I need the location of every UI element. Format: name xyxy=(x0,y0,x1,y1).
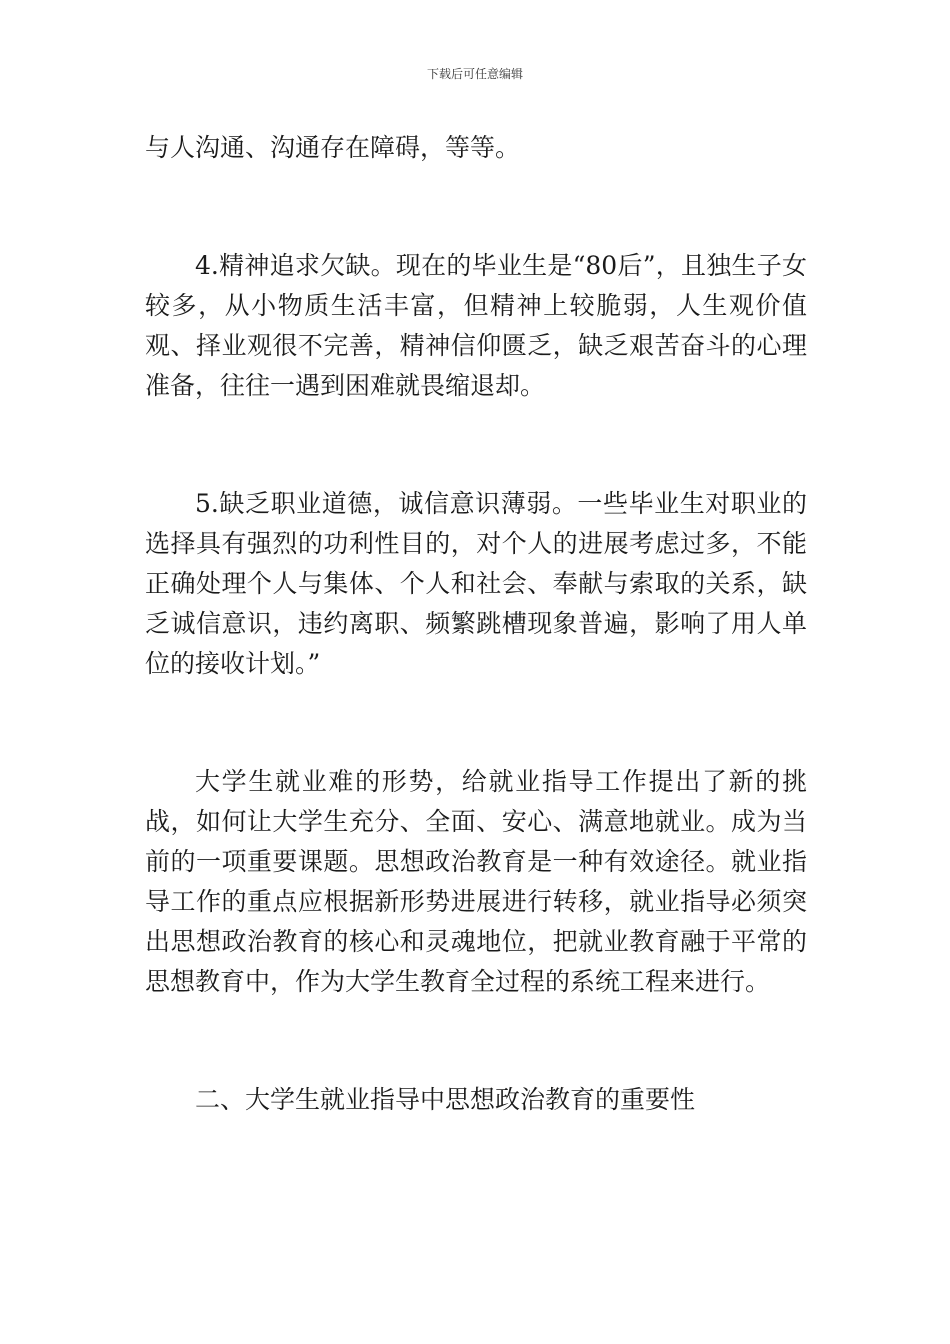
page-header-note: 下载后可任意编辑 xyxy=(426,67,523,81)
paragraph-continuation: 与人沟通、沟通存在障碍，等等。 xyxy=(145,133,521,162)
paragraph-summary: 大学生就业难的形势，给就业指导工作提出了新的挑战，如何让大学生充分、全面、安心、满意地就业。成为当前的一项重要课题。思想政治教育是一种有效途径。就业指导工作的重点应根据新形势进展进行转移，就业指导必须突出思想政治教育的核心和灵魂地位，把就业教育融于平常的思想教育中，作为大学生教育全过程的系统工程来进行。 xyxy=(145,767,807,996)
paragraph-item-5: 5.缺乏职业道德，诚信意识薄弱。一些毕业生对职业的选择具有强烈的功利性目的，对个人的进展考虑过多，不能正确处理个人与集体、个人和社会、奉献与索取的关系，缺乏诚信意识，违约离职、频繁跳槽现象普遍，影响了用人单位的接收计划。” xyxy=(145,489,807,678)
section-heading: 二、大学生就业指导中思想政治教育的重要性 xyxy=(195,1085,696,1114)
paragraph-item-4: 4.精神追求欠缺。现在的毕业生是“80后”，且独生子女较多，从小物质生活丰富，但精神上较脆弱，人生观价值观、择业观很不完善，精神信仰匮乏，缺乏艰苦奋斗的心理准备，往往一遇到困难就畏缩退却。 xyxy=(145,251,807,400)
document-body xyxy=(145,128,807,1120)
